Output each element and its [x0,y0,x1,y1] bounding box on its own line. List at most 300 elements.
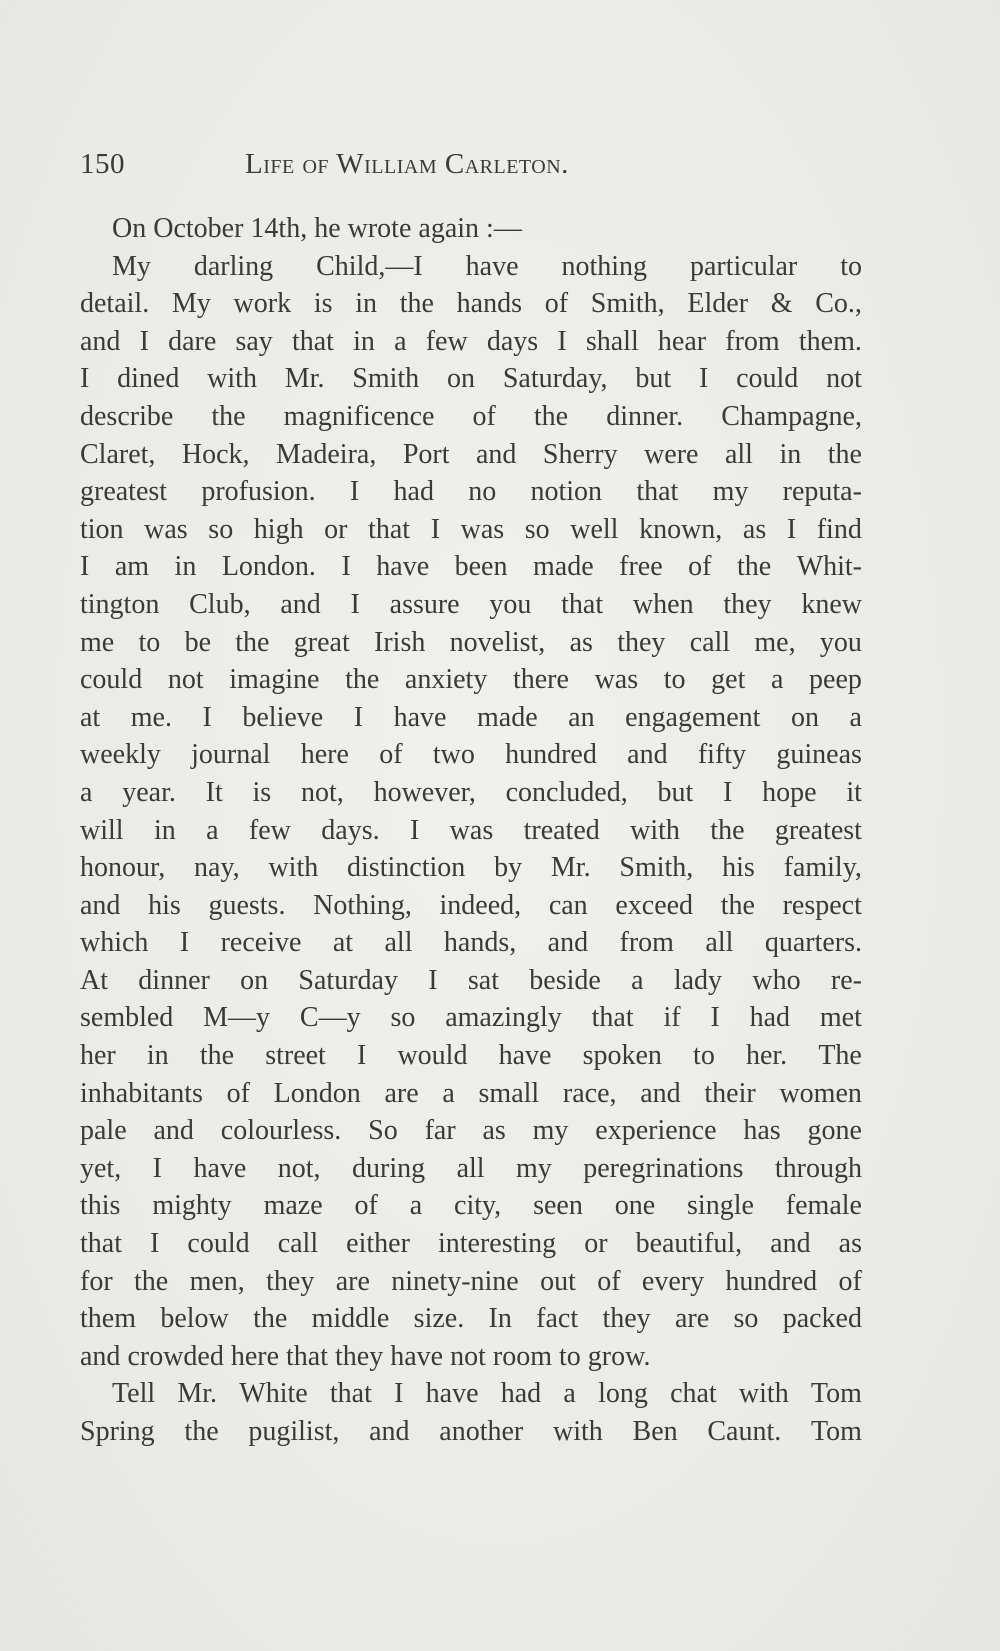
word: but [635,363,672,395]
word: his [148,889,181,921]
word: beautiful, [635,1228,743,1260]
word: but [657,776,694,808]
word: dinner [138,964,210,996]
text-line [80,210,862,248]
text-line [80,999,862,1037]
word: :— [486,213,522,244]
word: have [376,551,430,583]
word: on [240,964,269,996]
word: either [346,1228,410,1260]
word: Mr. [177,1378,218,1410]
word: to [840,250,862,282]
word: ninety-nine [391,1265,519,1297]
word: of [688,551,712,583]
word: I [80,551,90,583]
word: that [561,588,604,620]
word: size. [413,1303,465,1335]
word: a [563,1378,576,1410]
word: Sherry [542,438,618,470]
word: through [774,1152,862,1184]
word: amazingly [445,1002,562,1034]
word: street [265,1040,326,1072]
word: family, [783,852,862,884]
word: I [353,701,364,733]
word: It [205,776,223,808]
word: lady [673,964,723,996]
word: call [689,626,731,658]
word: are [384,1077,419,1109]
word: the [533,400,569,432]
word: two [432,739,475,771]
word: as [838,1228,862,1260]
word: tion [80,513,124,545]
word: this [80,1190,121,1222]
word: room [492,1340,552,1372]
text-line [80,398,862,436]
word: sembled [80,1002,174,1034]
word: I [150,1228,160,1260]
word: peep [809,664,862,696]
word: Elder [687,288,749,320]
text-line [80,924,862,962]
word: Champagne, [721,400,862,432]
word: would [397,1040,468,1072]
word: treated [523,814,600,846]
word: from [725,325,780,357]
word: the [253,1303,288,1335]
word: respect [782,889,862,921]
word: at [80,701,101,733]
word: of [597,1265,621,1297]
word: me [80,626,115,658]
word: was [449,814,494,846]
word: or [584,1228,608,1260]
word: knew [801,588,862,620]
word: not [167,664,204,696]
word: they [617,626,666,658]
word: I [350,588,360,620]
word: had [500,1378,542,1410]
word: or [324,513,348,545]
word: pale [80,1115,127,1147]
word: hundred [505,739,597,771]
word: on [447,363,475,395]
word: hands, [443,927,517,959]
word: for [80,1265,113,1297]
text-line [80,473,862,511]
word: to [693,1040,715,1072]
text-line [80,1375,862,1413]
word: days. [321,814,380,846]
word: and [640,1077,681,1109]
word: I [428,964,438,996]
word: London [273,1077,361,1109]
word: to [559,1340,581,1372]
word: seen [533,1190,583,1222]
word: and [80,889,121,921]
word: which [80,927,149,959]
word: novelist, [449,626,546,658]
word: receive [220,927,302,959]
word: the [199,1040,235,1072]
word: reputa- [782,476,862,508]
word: yet, [80,1152,122,1184]
word: all [705,927,734,959]
word: and [80,325,121,357]
word: middle [311,1303,390,1335]
word: that [368,513,411,545]
word: crowded [127,1340,224,1372]
word: White [239,1378,308,1410]
word: I [80,363,90,395]
word: they [335,1340,384,1372]
text-line [80,962,862,1000]
word: Whit- [796,551,862,583]
word: Mr. [550,852,591,884]
body-text [80,210,862,1451]
word: Saturday [298,964,398,996]
word: be [184,626,211,658]
word: my [532,1115,569,1147]
word: M—y [203,1002,271,1034]
word: have [390,1340,444,1372]
word: made [476,701,538,733]
word: could [80,664,143,696]
word: they [723,588,772,620]
word: the [720,889,755,921]
word: Co., [815,288,862,320]
word: an [568,701,595,733]
word: in [353,325,375,357]
word: fifty [697,739,747,771]
word: as [482,1115,506,1147]
word: will [80,814,124,846]
word: again [418,213,480,244]
word: not [826,363,862,395]
running-title: Life of William Carleton. [245,148,569,180]
word: grow. [587,1340,651,1372]
text-line [80,1413,862,1451]
word: I [710,1002,720,1034]
word: I [557,325,567,357]
word: dinner. [606,400,684,432]
word: so [208,513,234,545]
word: could [187,1228,250,1260]
word: so [390,1002,416,1034]
word: with [630,814,680,846]
word: detail. [80,288,150,320]
word: another [439,1416,524,1447]
word: small [478,1077,540,1109]
word: Ben [632,1416,678,1447]
word: are [335,1265,370,1297]
word: The [818,1040,862,1072]
word: not, [301,776,344,808]
word: so [524,513,550,545]
word: have [193,1152,247,1184]
word: and [280,588,321,620]
word: was [594,664,639,696]
word: exceed [615,889,694,921]
text-line [80,849,862,887]
text-line [80,661,862,699]
word: a [206,814,219,846]
word: I [723,776,733,808]
word: on [790,701,819,733]
text-line [80,1187,862,1225]
text-line [80,586,862,624]
word: been [454,551,508,583]
word: known, [639,513,723,545]
text-line [80,1037,862,1075]
word: Smith, [590,288,665,320]
word: believe [242,701,324,733]
word: Smith, [619,852,694,884]
word: so [733,1303,759,1335]
word: packed [782,1303,862,1335]
word: hope [762,776,817,808]
word: work [233,288,292,320]
word: the [345,664,380,696]
word: call [277,1228,319,1260]
word: I [152,1152,162,1184]
word: me. [130,701,172,733]
word: I [409,814,420,846]
word: guests. [208,889,286,921]
word: tington [80,588,160,620]
word: pugilist, [248,1416,340,1447]
word: there [512,664,569,696]
word: Madeira, [276,438,377,470]
word: the [134,1265,169,1297]
word: find [816,513,862,545]
word: hundred [725,1265,818,1297]
word: gone [807,1115,862,1147]
word: you [819,626,862,658]
word: the [184,1416,219,1447]
text-line [80,624,862,662]
text-line [80,1112,862,1150]
word: few [425,325,468,357]
word: experience [595,1115,717,1147]
word: who [752,964,801,996]
word: 14th, [250,213,308,244]
word: engagement [625,701,761,733]
word: mighty [152,1190,232,1222]
text-line [80,285,862,323]
word: and [369,1416,410,1447]
word: in [779,438,802,470]
word: city, [454,1190,502,1222]
word: met [819,1002,862,1034]
word: it [846,776,862,808]
word: days [486,325,539,357]
word: of [838,1265,862,1297]
word: here [300,739,349,771]
word: that [291,325,334,357]
word: a [409,1190,423,1222]
word: here [230,1340,280,1372]
word: was [460,513,505,545]
word: all [384,927,413,959]
word: can [548,889,588,921]
word: from [619,927,674,959]
word: I [202,701,212,733]
text-line [80,774,862,812]
word: Mr. [284,363,325,395]
word: one [614,1190,656,1222]
word: Tom [810,1378,862,1410]
word: Claret, [80,438,156,470]
word: no [468,476,497,508]
word: me, [754,626,796,658]
word: and [476,438,517,470]
word: I [430,513,441,545]
word: I [356,1040,367,1072]
text-line [80,1263,862,1301]
word: Tom [810,1416,862,1447]
word: London. [221,551,316,583]
word: weekly [80,739,161,771]
word: well [570,513,619,545]
word: have [465,250,519,282]
word: profusion. [201,476,316,508]
word: has [743,1115,781,1147]
word: have [393,701,447,733]
text-line [80,812,862,850]
word: to [138,626,161,658]
word: Nothing, [313,889,412,921]
word: free [619,551,663,583]
word: that [591,1002,634,1034]
word: chat [670,1378,717,1410]
word: that [636,476,679,508]
word: I [349,476,360,508]
word: dare [168,325,217,357]
word: and [627,739,668,771]
word: Saturday, [502,363,608,395]
word: however, [373,776,476,808]
word: not [450,1340,486,1372]
word: when [632,588,694,620]
word: and [153,1115,194,1147]
word: the [235,626,270,658]
text-line [80,1225,862,1263]
word: of [472,400,496,432]
word: a [770,664,784,696]
word: honour, [80,852,166,884]
word: his [722,852,755,884]
word: My [112,250,151,282]
word: I [786,513,797,545]
word: & [770,288,793,320]
word: a [80,776,93,808]
word: if [663,1002,681,1034]
word: as [742,513,767,545]
word: high [253,513,304,545]
word: colourless. [220,1115,342,1147]
word: Club, [189,588,251,620]
text-line [80,1338,862,1376]
word: I [341,551,351,583]
word: beside [529,964,601,996]
word: Caunt. [707,1416,782,1447]
word: women [779,1077,862,1109]
word: quarters. [764,927,862,959]
word: interesting [437,1228,557,1260]
word: as [569,626,593,658]
word: dined [117,363,180,395]
word: they [602,1303,651,1335]
text-line [80,360,862,398]
word: am [114,551,150,583]
word: imagine [229,664,320,696]
text-line [80,436,862,474]
word: their [704,1077,756,1109]
word: greatest [80,476,168,508]
word: concluded, [505,776,628,808]
word: of [354,1190,378,1222]
word: Child,—I [316,250,423,282]
word: sat [467,964,499,996]
word: shall [585,325,639,357]
word: you [489,588,532,620]
word: the [211,400,246,432]
word: and [770,1228,811,1260]
word: of [379,739,403,771]
word: the [827,438,862,470]
word: spoken [582,1040,662,1072]
word: a [442,1077,455,1109]
word: and [80,1340,121,1372]
word: On [112,213,147,244]
word: during [352,1152,426,1184]
word: in [174,551,197,583]
word: have [425,1378,479,1410]
text-line [80,1075,862,1113]
word: I [179,927,190,959]
word: year. [122,776,176,808]
word: with [553,1416,603,1447]
word: guineas [776,739,862,771]
word: October [153,213,244,244]
word: Irish [374,626,426,658]
word: magnificence [283,400,435,432]
word: nay, [194,852,240,884]
word: assure [389,588,460,620]
word: are [674,1303,710,1335]
word: a [394,325,407,357]
word: single [687,1190,754,1222]
word: journal [191,739,271,771]
word: C—y [299,1002,361,1034]
word: that [329,1378,372,1410]
word: he [314,213,341,244]
word: by [494,852,523,884]
word: below [160,1303,229,1335]
word: could [736,363,799,395]
word: I [139,325,149,357]
word: darling [193,250,274,282]
word: race, [562,1077,617,1109]
word: with [738,1378,789,1410]
word: of [544,288,569,320]
text-line [80,1300,862,1338]
text-line [80,699,862,737]
word: not, [277,1152,321,1184]
word: is [313,288,333,320]
word: in [355,288,377,320]
